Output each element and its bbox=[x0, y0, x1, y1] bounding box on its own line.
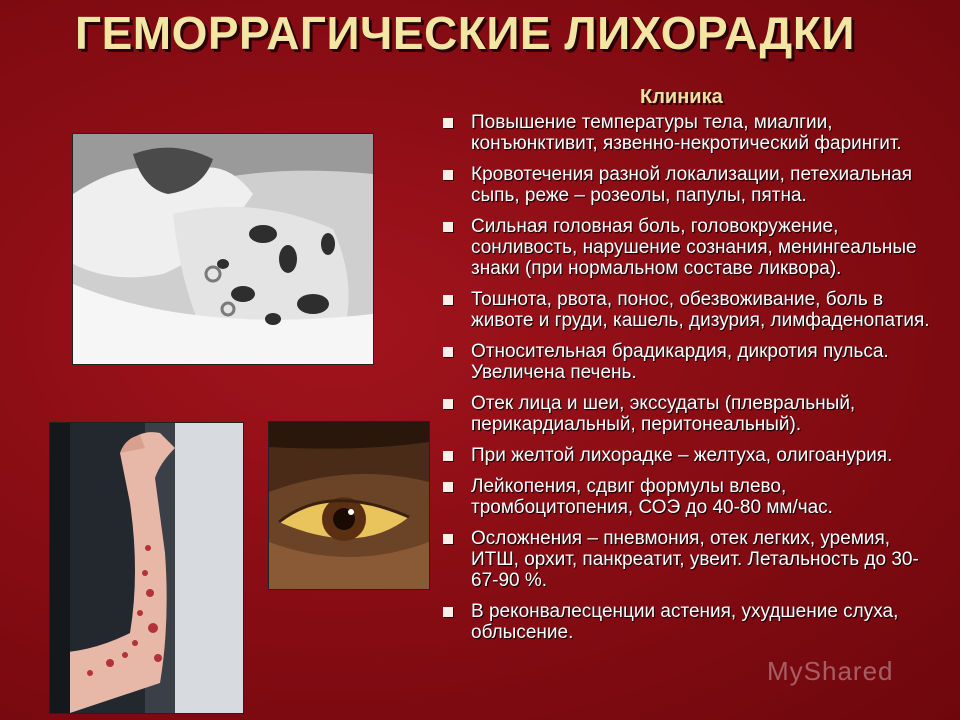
list-item-text: Сильная головная боль, головокружение, сонливость, нарушение сознания, менингеальные знаки (при нормальном составе ликвора). bbox=[471, 216, 917, 279]
list-item bbox=[437, 528, 942, 591]
slide-title: ГЕМОРРАГИЧЕСКИЕ ЛИХОРАДКИ bbox=[75, 7, 855, 59]
bullet-square-icon bbox=[443, 222, 453, 232]
list-item bbox=[437, 601, 942, 643]
list-item-text: Осложнения – пневмония, отек легких, уремия, ИТШ, орхит, панкреатит, увеит. Летальность до 30-67-90 %. bbox=[471, 528, 919, 591]
list-item bbox=[437, 341, 942, 383]
list-item bbox=[437, 216, 942, 279]
list-item-text: Отек лица и шеи, экссудаты (плевральный, перикардиальный, перитонеальный). bbox=[471, 393, 856, 435]
bullet-square-icon bbox=[443, 399, 453, 409]
list-item-text: Относительная брадикардия, дикротия пульса. Увеличена печень. bbox=[471, 341, 889, 383]
list-item-text: Тошнота, рвота, понос, обезвоживание, боль в животе и груди, кашель, дизурия, лимфаденопатия. bbox=[471, 289, 930, 331]
list-item bbox=[437, 476, 942, 518]
photo-back-rash bbox=[72, 133, 374, 365]
list-item bbox=[437, 164, 942, 206]
bullet-square-icon bbox=[443, 451, 453, 461]
bullet-square-icon bbox=[443, 534, 453, 544]
bullet-square-icon bbox=[443, 347, 453, 357]
bullet-square-icon bbox=[443, 482, 453, 492]
list-item-text: В реконвалесценции астения, ухудшение слуха, облысение. bbox=[471, 601, 899, 643]
list-item bbox=[437, 393, 942, 435]
list-item-text: Лейкопения, сдвиг формулы влево, тромбоцитопения, СОЭ до 40-80 мм/час. bbox=[471, 476, 833, 518]
list-item-text: Кровотечения разной локализации, петехиальная сыпь, реже – розеолы, папулы, пятна. bbox=[471, 164, 913, 206]
list-item bbox=[437, 445, 942, 466]
bullet-square-icon bbox=[443, 607, 453, 617]
symptom-list bbox=[437, 112, 942, 653]
bullet-square-icon bbox=[443, 295, 453, 305]
list-item bbox=[437, 112, 942, 154]
list-item-text: Повышение температуры тела, миалгии, конъюнктивит, язвенно-некротический фарингит. bbox=[471, 112, 902, 154]
photo-eye-jaundice bbox=[268, 421, 430, 590]
watermark-logo: MyShared bbox=[767, 656, 894, 686]
list-item-text: При желтой лихорадке – желтуха, олигоанурия. bbox=[471, 445, 893, 466]
photo-arm-petechiae bbox=[49, 422, 244, 714]
section-heading: Клиника bbox=[640, 86, 723, 108]
bullet-square-icon bbox=[443, 118, 453, 128]
bullet-square-icon bbox=[443, 170, 453, 180]
list-item bbox=[437, 289, 942, 331]
